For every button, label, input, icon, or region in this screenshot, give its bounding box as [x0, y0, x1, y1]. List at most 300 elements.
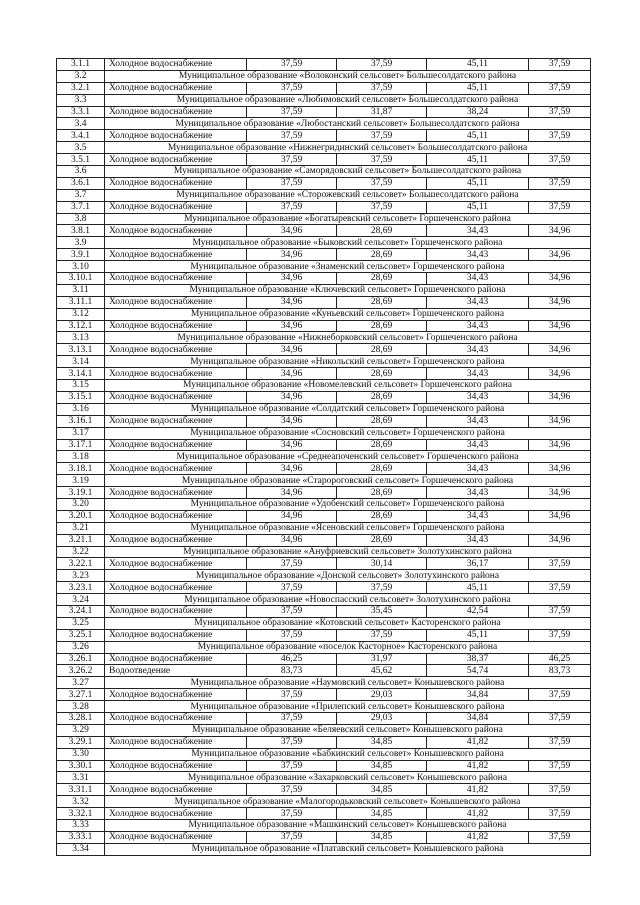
- row-number-cell: 3.22.1: [57, 558, 105, 570]
- tariff-value-cell: 37,59: [529, 130, 591, 142]
- tariff-value-cell: 45,11: [427, 59, 529, 71]
- table-row: [57, 82, 591, 94]
- tariff-value-cell: 83,73: [247, 665, 337, 677]
- tariff-value-cell: 34,96: [529, 344, 591, 356]
- service-name-cell: Холодное водоснабжение: [105, 273, 247, 285]
- tariff-value-cell: 34,96: [247, 368, 337, 380]
- tariff-value-cell: 37,59: [529, 736, 591, 748]
- tariff-value-cell: 34,96: [529, 415, 591, 427]
- row-number-cell: 3.22: [57, 546, 105, 558]
- municipality-title-cell: Муниципальное образование «Солдатский сельсовет» Горшеченского района: [105, 403, 591, 415]
- tariff-value-cell: 37,59: [337, 582, 427, 594]
- row-number-cell: 3.27.1: [57, 689, 105, 701]
- tariff-value-cell: 30,14: [337, 558, 427, 570]
- municipality-title-cell: Муниципальное образование «Донской сельсовет» Золотухинского района: [105, 570, 591, 582]
- service-name-cell: Холодное водоснабжение: [105, 760, 247, 772]
- service-name-cell: Холодное водоснабжение: [105, 130, 247, 142]
- tariff-value-cell: 34,43: [427, 534, 529, 546]
- tariff-value-cell: 34,96: [247, 487, 337, 499]
- tariff-value-cell: 34,96: [247, 225, 337, 237]
- tariff-value-cell: 28,69: [337, 344, 427, 356]
- section-header-row: [57, 332, 591, 344]
- row-number-cell: 3.33: [57, 820, 105, 832]
- tariff-value-cell: 37,59: [337, 177, 427, 189]
- table-row: [57, 59, 591, 71]
- tariff-value-cell: 45,11: [427, 154, 529, 166]
- row-number-cell: 3.11.1: [57, 296, 105, 308]
- table-row: [57, 665, 591, 677]
- section-header-row: [57, 641, 591, 653]
- tariff-value-cell: 41,82: [427, 736, 529, 748]
- tariff-value-cell: 28,69: [337, 249, 427, 261]
- tariff-value-cell: 45,11: [427, 130, 529, 142]
- row-number-cell: 3.4: [57, 118, 105, 130]
- row-number-cell: 3.24: [57, 594, 105, 606]
- section-header-row: [57, 570, 591, 582]
- table-row: [57, 784, 591, 796]
- tariff-value-cell: 37,59: [529, 59, 591, 71]
- table-row: [57, 225, 591, 237]
- municipality-title-cell: Муниципальное образование «Машкинский сельсовет» Конышевского района: [105, 820, 591, 832]
- municipality-title-cell: Муниципальное образование «поселок Касторное» Касторенского района: [105, 641, 591, 653]
- service-name-cell: Холодное водоснабжение: [105, 439, 247, 451]
- row-number-cell: 3.3: [57, 94, 105, 106]
- tariff-value-cell: 28,69: [337, 320, 427, 332]
- row-number-cell: 3.25.1: [57, 629, 105, 641]
- municipality-title-cell: Муниципальное образование «Саморядовский сельсовет» Большесолдатского района: [105, 166, 591, 178]
- section-header-row: [57, 427, 591, 439]
- row-number-cell: 3.11: [57, 284, 105, 296]
- tariff-value-cell: 34,85: [337, 808, 427, 820]
- tariff-value-cell: 45,11: [427, 201, 529, 213]
- tariff-value-cell: 34,96: [247, 415, 337, 427]
- service-name-cell: Холодное водоснабжение: [105, 534, 247, 546]
- section-header-row: [57, 213, 591, 225]
- tariff-value-cell: 37,59: [247, 82, 337, 94]
- tariff-value-cell: 28,69: [337, 225, 427, 237]
- service-name-cell: Холодное водоснабжение: [105, 463, 247, 475]
- tariff-value-cell: 41,82: [427, 808, 529, 820]
- service-name-cell: Холодное водоснабжение: [105, 391, 247, 403]
- tariff-value-cell: 28,69: [337, 415, 427, 427]
- row-number-cell: 3.8.1: [57, 225, 105, 237]
- section-header-row: [57, 142, 591, 154]
- row-number-cell: 3.16.1: [57, 415, 105, 427]
- row-number-cell: 3.17: [57, 427, 105, 439]
- table-row: [57, 106, 591, 118]
- tariff-value-cell: 34,96: [529, 391, 591, 403]
- service-name-cell: Холодное водоснабжение: [105, 831, 247, 843]
- tariff-value-cell: 34,96: [529, 296, 591, 308]
- row-number-cell: 3.3.1: [57, 106, 105, 118]
- tariff-value-cell: 41,82: [427, 831, 529, 843]
- section-header-row: [57, 451, 591, 463]
- tariff-value-cell: 41,82: [427, 760, 529, 772]
- tariff-value-cell: 34,96: [529, 225, 591, 237]
- tariff-value-cell: 28,69: [337, 273, 427, 285]
- section-header-row: [57, 546, 591, 558]
- service-name-cell: Холодное водоснабжение: [105, 201, 247, 213]
- tariff-value-cell: 37,59: [337, 629, 427, 641]
- tariff-value-cell: 28,69: [337, 439, 427, 451]
- row-number-cell: 3.6: [57, 166, 105, 178]
- tariff-value-cell: 28,69: [337, 296, 427, 308]
- row-number-cell: 3.27: [57, 677, 105, 689]
- row-number-cell: 3.17.1: [57, 439, 105, 451]
- table-row: [57, 689, 591, 701]
- tariff-value-cell: 34,43: [427, 296, 529, 308]
- tariff-value-cell: 34,43: [427, 225, 529, 237]
- municipality-title-cell: Муниципальное образование «Ясеновский сельсовет» Горшеченского района: [105, 522, 591, 534]
- service-name-cell: Холодное водоснабжение: [105, 784, 247, 796]
- tariff-value-cell: 37,59: [529, 82, 591, 94]
- service-name-cell: Холодное водоснабжение: [105, 344, 247, 356]
- service-name-cell: Холодное водоснабжение: [105, 225, 247, 237]
- tariff-value-cell: 42,54: [427, 605, 529, 617]
- tariff-table-body: [57, 59, 591, 856]
- section-header-row: [57, 475, 591, 487]
- tariff-value-cell: 37,59: [529, 712, 591, 724]
- tariff-value-cell: 34,43: [427, 320, 529, 332]
- row-number-cell: 3.4.1: [57, 130, 105, 142]
- service-name-cell: Холодное водоснабжение: [105, 605, 247, 617]
- service-name-cell: Холодное водоснабжение: [105, 82, 247, 94]
- table-row: [57, 629, 591, 641]
- tariff-value-cell: 28,69: [337, 534, 427, 546]
- tariff-value-cell: 28,69: [337, 510, 427, 522]
- municipality-title-cell: Муниципальное образование «Котовский сельсовет» Касторенского района: [105, 617, 591, 629]
- tariff-value-cell: 45,11: [427, 82, 529, 94]
- section-header-row: [57, 94, 591, 106]
- row-number-cell: 3.8: [57, 213, 105, 225]
- tariff-value-cell: 36,17: [427, 558, 529, 570]
- row-number-cell: 3.7: [57, 189, 105, 201]
- tariff-value-cell: 34,96: [247, 320, 337, 332]
- table-row: [57, 736, 591, 748]
- table-row: [57, 201, 591, 213]
- municipality-title-cell: Муниципальное образование «Сторожевский сельсовет» Большесолдатского района: [105, 189, 591, 201]
- section-header-row: [57, 820, 591, 832]
- tariff-value-cell: 37,59: [337, 130, 427, 142]
- municipality-title-cell: Муниципальное образование «Прилепский сельсовет» Конышевского района: [105, 701, 591, 713]
- municipality-title-cell: Муниципальное образование «Богатыревский сельсовет» Горшеченского района: [105, 213, 591, 225]
- tariff-value-cell: 34,96: [247, 510, 337, 522]
- tariff-value-cell: 37,59: [247, 59, 337, 71]
- row-number-cell: 3.7.1: [57, 201, 105, 213]
- row-number-cell: 3.26.1: [57, 653, 105, 665]
- table-row: [57, 177, 591, 189]
- row-number-cell: 3.13: [57, 332, 105, 344]
- tariff-value-cell: 29,03: [337, 712, 427, 724]
- table-row: [57, 558, 591, 570]
- tariff-value-cell: 37,59: [337, 82, 427, 94]
- municipality-title-cell: Муниципальное образование «Ключевский сельсовет» Горшеченского района: [105, 284, 591, 296]
- service-name-cell: Холодное водоснабжение: [105, 106, 247, 118]
- row-number-cell: 3.10: [57, 261, 105, 273]
- municipality-title-cell: Муниципальное образование «Сосновский сельсовет» Горшеченского района: [105, 427, 591, 439]
- section-header-row: [57, 594, 591, 606]
- section-header-row: [57, 772, 591, 784]
- tariff-value-cell: 34,96: [247, 344, 337, 356]
- tariff-value-cell: 34,96: [529, 534, 591, 546]
- tariff-value-cell: 41,82: [427, 784, 529, 796]
- row-number-cell: 3.1.1: [57, 59, 105, 71]
- tariff-value-cell: 34,96: [247, 463, 337, 475]
- tariff-value-cell: 34,84: [427, 712, 529, 724]
- row-number-cell: 3.15: [57, 380, 105, 392]
- row-number-cell: 3.32.1: [57, 808, 105, 820]
- row-number-cell: 3.18: [57, 451, 105, 463]
- tariff-value-cell: 34,84: [427, 689, 529, 701]
- row-number-cell: 3.28.1: [57, 712, 105, 724]
- table-row: [57, 463, 591, 475]
- tariff-value-cell: 34,43: [427, 487, 529, 499]
- section-header-row: [57, 70, 591, 82]
- table-row: [57, 368, 591, 380]
- table-row: [57, 439, 591, 451]
- table-row: [57, 760, 591, 772]
- tariff-table: [56, 58, 591, 856]
- table-row: [57, 130, 591, 142]
- municipality-title-cell: Муниципальное образование «Нижнегридинский сельсовет» Большесолдатского района: [105, 142, 591, 154]
- tariff-value-cell: 34,96: [529, 463, 591, 475]
- tariff-value-cell: 28,69: [337, 487, 427, 499]
- service-name-cell: Водоотведение: [105, 665, 247, 677]
- section-header-row: [57, 118, 591, 130]
- section-header-row: [57, 522, 591, 534]
- table-row: [57, 605, 591, 617]
- row-number-cell: 3.33.1: [57, 831, 105, 843]
- row-number-cell: 3.20.1: [57, 510, 105, 522]
- table-row: [57, 831, 591, 843]
- tariff-value-cell: 37,59: [337, 201, 427, 213]
- municipality-title-cell: Муниципальное образование «Захарковский сельсовет» Конышевского района: [105, 772, 591, 784]
- row-number-cell: 3.19.1: [57, 487, 105, 499]
- tariff-value-cell: 37,59: [247, 784, 337, 796]
- tariff-value-cell: 37,59: [529, 831, 591, 843]
- tariff-value-cell: 37,59: [247, 558, 337, 570]
- tariff-value-cell: 34,43: [427, 391, 529, 403]
- section-header-row: [57, 166, 591, 178]
- tariff-value-cell: 34,43: [427, 344, 529, 356]
- municipality-title-cell: Муниципальное образование «Новоспасский сельсовет» Золотухинского района: [105, 594, 591, 606]
- tariff-value-cell: 28,69: [337, 391, 427, 403]
- section-header-row: [57, 796, 591, 808]
- tariff-value-cell: 37,59: [247, 831, 337, 843]
- table-row: [57, 487, 591, 499]
- tariff-value-cell: 37,59: [529, 784, 591, 796]
- tariff-value-cell: 34,96: [247, 296, 337, 308]
- municipality-title-cell: Муниципальное образование «Любимовский сельсовет» Большесолдатского района: [105, 94, 591, 106]
- tariff-value-cell: 31,87: [337, 106, 427, 118]
- municipality-title-cell: Муниципальное образование «Знаменский сельсовет» Горшеченского района: [105, 261, 591, 273]
- tariff-value-cell: 34,85: [337, 784, 427, 796]
- row-number-cell: 3.16: [57, 403, 105, 415]
- row-number-cell: 3.26.2: [57, 665, 105, 677]
- row-number-cell: 3.18.1: [57, 463, 105, 475]
- municipality-title-cell: Муниципальное образование «Любостанский сельсовет» Большесолдатского района: [105, 118, 591, 130]
- row-number-cell: 3.10.1: [57, 273, 105, 285]
- service-name-cell: Холодное водоснабжение: [105, 177, 247, 189]
- section-header-row: [57, 284, 591, 296]
- row-number-cell: 3.23.1: [57, 582, 105, 594]
- row-number-cell: 3.14.1: [57, 368, 105, 380]
- row-number-cell: 3.9: [57, 237, 105, 249]
- table-row: [57, 320, 591, 332]
- tariff-value-cell: 37,59: [247, 760, 337, 772]
- table-row: [57, 534, 591, 546]
- service-name-cell: Холодное водоснабжение: [105, 736, 247, 748]
- tariff-value-cell: 34,96: [529, 510, 591, 522]
- tariff-value-cell: 37,59: [529, 760, 591, 772]
- row-number-cell: 3.25: [57, 617, 105, 629]
- tariff-value-cell: 28,69: [337, 368, 427, 380]
- municipality-title-cell: Муниципальное образование «Ануфриевский сельсовет» Золотухинского района: [105, 546, 591, 558]
- tariff-value-cell: 45,11: [427, 582, 529, 594]
- row-number-cell: 3.21: [57, 522, 105, 534]
- service-name-cell: Холодное водоснабжение: [105, 712, 247, 724]
- municipality-title-cell: Муниципальное образование «Нижнеборковский сельсовет» Горшеченского района: [105, 332, 591, 344]
- row-number-cell: 3.34: [57, 843, 105, 855]
- tariff-value-cell: 37,59: [247, 808, 337, 820]
- tariff-value-cell: 37,59: [529, 106, 591, 118]
- tariff-value-cell: 34,43: [427, 510, 529, 522]
- tariff-value-cell: 37,59: [529, 201, 591, 213]
- service-name-cell: Холодное водоснабжение: [105, 629, 247, 641]
- municipality-title-cell: Муниципальное образование «Старороговский сельсовет» Горшеченского района: [105, 475, 591, 487]
- tariff-value-cell: 34,96: [529, 320, 591, 332]
- service-name-cell: Холодное водоснабжение: [105, 558, 247, 570]
- tariff-value-cell: 34,43: [427, 249, 529, 261]
- section-header-row: [57, 724, 591, 736]
- tariff-value-cell: 34,96: [247, 534, 337, 546]
- tariff-value-cell: 37,59: [337, 154, 427, 166]
- section-header-row: [57, 617, 591, 629]
- section-header-row: [57, 498, 591, 510]
- row-number-cell: 3.30: [57, 748, 105, 760]
- row-number-cell: 3.5: [57, 142, 105, 154]
- tariff-value-cell: 37,59: [529, 154, 591, 166]
- section-header-row: [57, 237, 591, 249]
- tariff-value-cell: 37,59: [247, 154, 337, 166]
- tariff-value-cell: 34,85: [337, 736, 427, 748]
- section-header-row: [57, 748, 591, 760]
- tariff-value-cell: 34,43: [427, 415, 529, 427]
- row-number-cell: 3.32: [57, 796, 105, 808]
- service-name-cell: Холодное водоснабжение: [105, 59, 247, 71]
- municipality-title-cell: Муниципальное образование «Волоконский сельсовет» Большесолдатского района: [105, 70, 591, 82]
- table-row: [57, 712, 591, 724]
- tariff-value-cell: 34,96: [247, 273, 337, 285]
- row-number-cell: 3.29.1: [57, 736, 105, 748]
- tariff-value-cell: 45,11: [427, 629, 529, 641]
- municipality-title-cell: Муниципальное образование «Малогородьковский сельсовет» Конышевского района: [105, 796, 591, 808]
- tariff-value-cell: 38,37: [427, 653, 529, 665]
- table-row: [57, 154, 591, 166]
- tariff-value-cell: 37,59: [247, 689, 337, 701]
- row-number-cell: 3.21.1: [57, 534, 105, 546]
- tariff-value-cell: 46,25: [529, 653, 591, 665]
- service-name-cell: Холодное водоснабжение: [105, 510, 247, 522]
- service-name-cell: Холодное водоснабжение: [105, 296, 247, 308]
- municipality-title-cell: Муниципальное образование «Бабкинский сельсовет» Конышевского района: [105, 748, 591, 760]
- tariff-value-cell: 34,96: [529, 368, 591, 380]
- service-name-cell: Холодное водоснабжение: [105, 582, 247, 594]
- tariff-value-cell: 31,97: [337, 653, 427, 665]
- municipality-title-cell: Муниципальное образование «Быковский сельсовет» Горшеченского района: [105, 237, 591, 249]
- table-row: [57, 273, 591, 285]
- row-number-cell: 3.30.1: [57, 760, 105, 772]
- section-header-row: [57, 189, 591, 201]
- tariff-value-cell: 34,96: [247, 439, 337, 451]
- tariff-value-cell: 37,59: [529, 558, 591, 570]
- tariff-value-cell: 34,43: [427, 368, 529, 380]
- table-row: [57, 415, 591, 427]
- row-number-cell: 3.29: [57, 724, 105, 736]
- row-number-cell: 3.2.1: [57, 82, 105, 94]
- table-row: [57, 653, 591, 665]
- municipality-title-cell: Муниципальное образование «Среднеапоченский сельсовет» Горшеченского района: [105, 451, 591, 463]
- municipality-title-cell: Муниципальное образование «Платавский сельсовет» Конышевского района: [105, 843, 591, 855]
- tariff-value-cell: 34,96: [247, 391, 337, 403]
- municipality-title-cell: Муниципальное образование «Удобенский сельсовет» Горшеченского района: [105, 498, 591, 510]
- tariff-value-cell: 37,59: [529, 177, 591, 189]
- tariff-value-cell: 34,96: [529, 273, 591, 285]
- service-name-cell: Холодное водоснабжение: [105, 154, 247, 166]
- tariff-value-cell: 34,96: [529, 249, 591, 261]
- tariff-value-cell: 34,85: [337, 760, 427, 772]
- row-number-cell: 3.24.1: [57, 605, 105, 617]
- row-number-cell: 3.12: [57, 308, 105, 320]
- section-header-row: [57, 843, 591, 855]
- service-name-cell: Холодное водоснабжение: [105, 368, 247, 380]
- tariff-value-cell: 35,45: [337, 605, 427, 617]
- tariff-value-cell: 37,59: [529, 689, 591, 701]
- tariff-value-cell: 37,59: [247, 629, 337, 641]
- row-number-cell: 3.2: [57, 70, 105, 82]
- section-header-row: [57, 356, 591, 368]
- tariff-value-cell: 34,96: [529, 487, 591, 499]
- municipality-title-cell: Муниципальное образование «Новомелевский сельсовет» Горшеченского района: [105, 380, 591, 392]
- section-header-row: [57, 261, 591, 273]
- service-name-cell: Холодное водоснабжение: [105, 415, 247, 427]
- tariff-value-cell: 28,69: [337, 463, 427, 475]
- table-row: [57, 510, 591, 522]
- tariff-value-cell: 37,59: [247, 712, 337, 724]
- section-header-row: [57, 403, 591, 415]
- tariff-value-cell: 34,43: [427, 463, 529, 475]
- row-number-cell: 3.28: [57, 701, 105, 713]
- section-header-row: [57, 677, 591, 689]
- section-header-row: [57, 380, 591, 392]
- tariff-value-cell: 37,59: [247, 605, 337, 617]
- tariff-value-cell: 34,96: [529, 439, 591, 451]
- row-number-cell: 3.20: [57, 498, 105, 510]
- service-name-cell: Холодное водоснабжение: [105, 320, 247, 332]
- tariff-value-cell: 37,59: [529, 582, 591, 594]
- section-header-row: [57, 308, 591, 320]
- municipality-title-cell: Муниципальное образование «Наумовский сельсовет» Конышевского района: [105, 677, 591, 689]
- tariff-value-cell: 38,24: [427, 106, 529, 118]
- row-number-cell: 3.13.1: [57, 344, 105, 356]
- tariff-value-cell: 29,03: [337, 689, 427, 701]
- tariff-value-cell: 45,11: [427, 177, 529, 189]
- tariff-value-cell: 34,43: [427, 273, 529, 285]
- row-number-cell: 3.6.1: [57, 177, 105, 189]
- tariff-value-cell: 37,59: [247, 130, 337, 142]
- tariff-value-cell: 37,59: [529, 605, 591, 617]
- tariff-value-cell: 83,73: [529, 665, 591, 677]
